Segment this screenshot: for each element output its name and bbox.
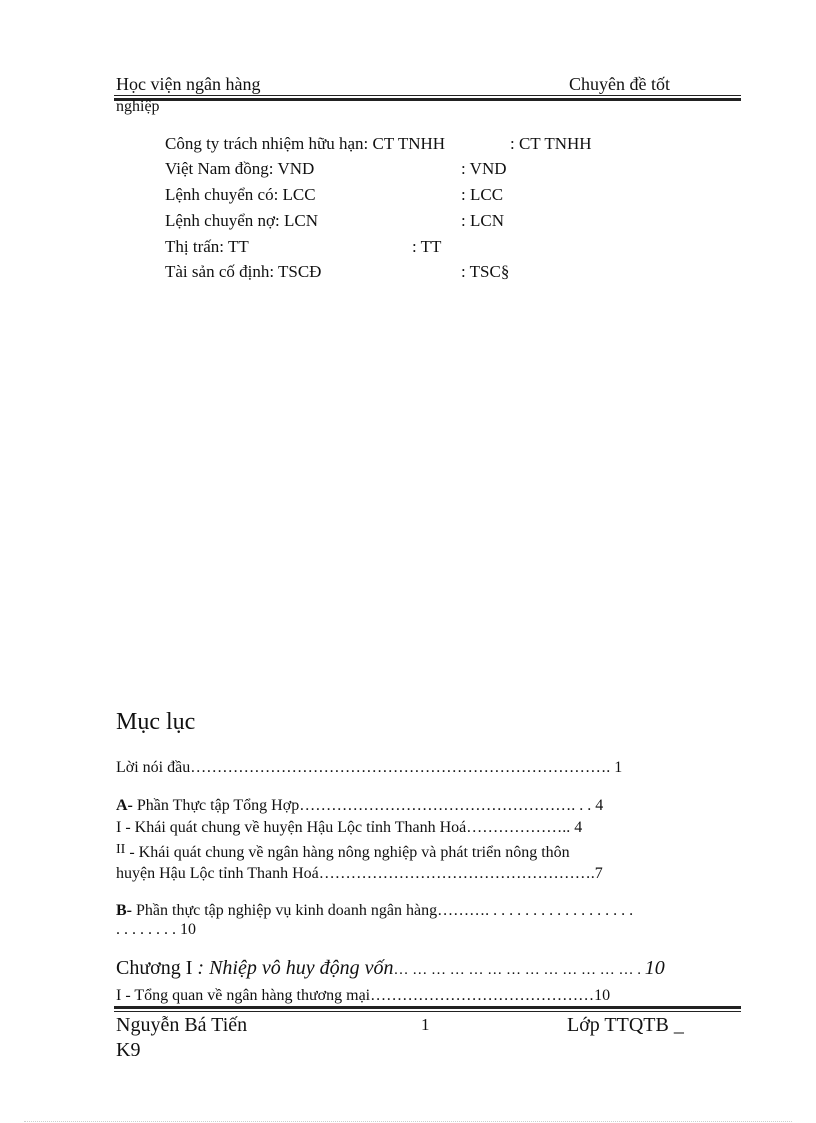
toc-part-a-label: A- — [116, 797, 133, 814]
toc-part-b-text: Phần thực tập nghiệp vụ kinh doanh ngân hàng………. . . . . . . . . . . . . . . . . . . — [132, 902, 634, 919]
footer-wrap: K9 — [116, 1039, 141, 1061]
toc-title: Mục lục — [116, 709, 196, 735]
header-left: Học viện ngân hàng — [116, 74, 261, 94]
abbr-term: Công ty trách nhiệm hữu hạn: CT TNHH — [165, 134, 446, 153]
abbr-term: Thị trấn: TT — [165, 237, 249, 256]
toc-item-ii-cont[interactable]: huyện Hậu Lộc tỉnh Thanh Hoá…………………………………………….7 — [116, 865, 603, 882]
abbr-code: : TSC§ — [461, 262, 510, 281]
header-right: Chuyên đề tốt — [569, 74, 670, 94]
footer-author: Nguyễn Bá Tiến — [116, 1014, 248, 1036]
toc-part-a-text: Phần Thực tập Tổng Hợp……………………………………………. . . 4 — [132, 797, 604, 814]
footer-class: Lớp TTQTB _ — [567, 1014, 684, 1036]
abbr-term: Tài sản cố định: TSCĐ — [165, 262, 322, 281]
abbr-term: Lệnh chuyển có: LCC — [165, 185, 316, 204]
toc-item-ii-text: - Khái quát chung về ngân hàng nông nghiệp và phát triển nông thôn — [125, 844, 570, 861]
toc-chapter-1[interactable] — [116, 957, 665, 980]
abbr-term: Việt Nam đồng: VND — [165, 159, 315, 178]
abbr-code: : LCN — [461, 211, 504, 230]
abbr-term: Lệnh chuyển nợ: LCN — [165, 211, 318, 230]
abbr-code: : LCC — [461, 185, 504, 204]
page-bottom-dotted-border — [24, 1121, 792, 1122]
toc-item-ii-label: II — [116, 842, 126, 857]
header-wrap: nghiệp — [116, 98, 160, 115]
toc-chapter-1-title: : Nhiệp vô huy động vốn — [192, 957, 394, 979]
toc-section-i1[interactable]: I - Tổng quan về ngân hàng thương mại……………………………………10 — [116, 987, 611, 1004]
toc-item-i[interactable]: I - Khái quát chung về huyện Hậu Lộc tỉnh Thanh Hoá……………….. 4 — [116, 819, 583, 836]
header-rule-thin — [114, 95, 741, 96]
footer-rule-thick — [114, 1006, 741, 1009]
toc-part-b-cont[interactable]: . . . . . . . . 10 — [116, 921, 196, 938]
abbr-code: : CT TNHH — [510, 134, 592, 153]
toc-part-b[interactable] — [116, 902, 633, 920]
toc-part-a[interactable] — [116, 797, 603, 815]
toc-chapter-1-page: 10 — [644, 957, 665, 979]
header-rule-thick — [114, 98, 741, 101]
footer-page-number: 1 — [421, 1015, 430, 1034]
toc-part-b-label: B- — [116, 902, 132, 919]
toc-item-ii[interactable] — [116, 842, 570, 862]
abbr-code: : VND — [461, 159, 507, 178]
toc-chapter-1-prefix: Chương I — [116, 957, 193, 979]
abbr-code: : TT — [412, 237, 442, 256]
footer-rule-thin — [114, 1011, 741, 1012]
toc-chapter-1-dots: … … … … … … … … … … … … … . — [393, 962, 645, 978]
toc-preface[interactable]: Lời nói đầu……………………………………………………………………. 1 — [116, 759, 623, 776]
